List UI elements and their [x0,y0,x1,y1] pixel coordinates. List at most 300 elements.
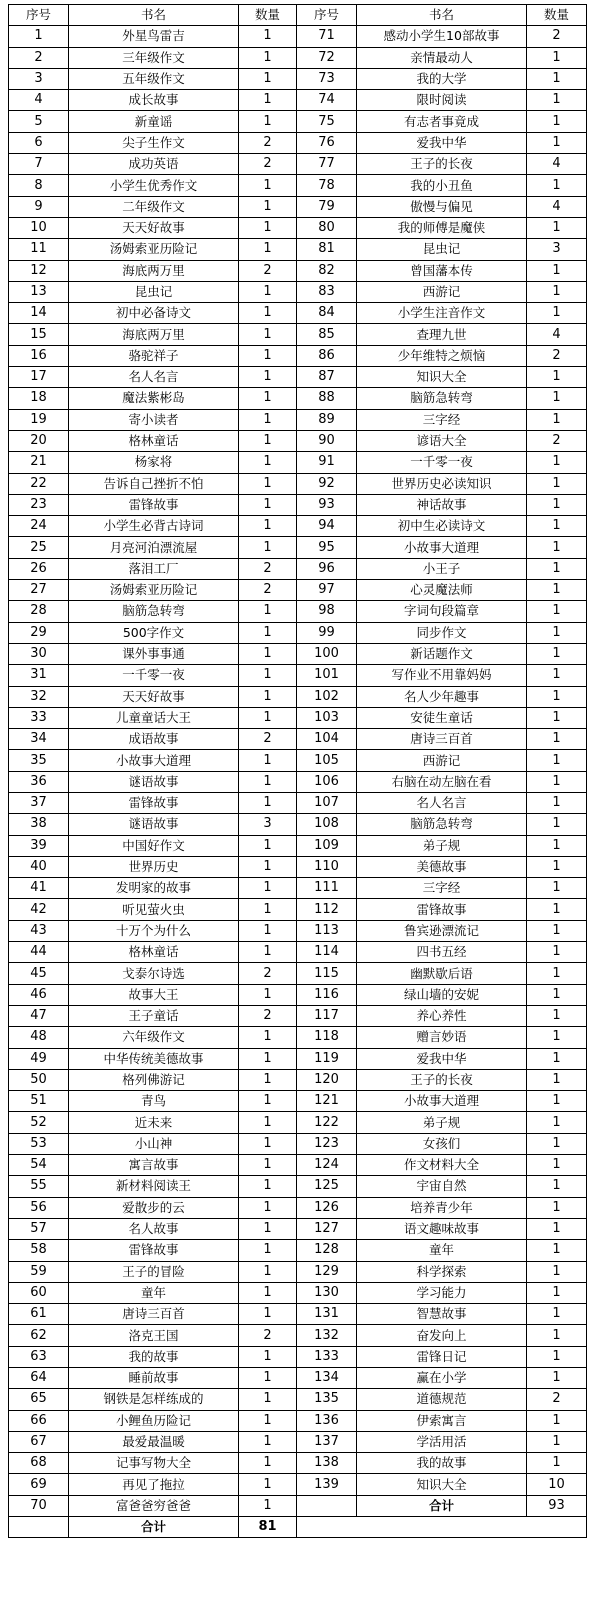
right-index-cell: 84 [297,303,357,324]
left-title-cell: 新童谣 [69,111,239,132]
table-row [9,1453,587,1474]
left-index-cell: 3 [9,68,69,89]
right-title-cell: 宇宙自然 [357,1176,527,1197]
left-count-cell: 1 [239,473,297,494]
right-title-cell: 爱我中华 [357,132,527,153]
right-index-cell: 76 [297,132,357,153]
right-title-cell: 智慧故事 [357,1304,527,1325]
right-count-cell: 2 [527,430,587,451]
right-count-cell: 1 [527,47,587,68]
right-title-cell: 爱我中华 [357,1048,527,1069]
left-title-cell: 名人名言 [69,367,239,388]
table-row [9,239,587,260]
right-count-cell: 1 [527,835,587,856]
left-index-cell: 63 [9,1346,69,1367]
left-count-cell: 1 [239,303,297,324]
right-title-cell: 美德故事 [357,856,527,877]
right-count-cell: 1 [527,984,587,1005]
right-index-cell: 85 [297,324,357,345]
left-count-cell: 1 [239,1346,297,1367]
right-index-cell: 122 [297,1112,357,1133]
left-index-cell: 17 [9,367,69,388]
right-title-cell: 我的师傅是魔侠 [357,217,527,238]
left-count-cell: 1 [239,1027,297,1048]
left-title-cell: 格林童话 [69,942,239,963]
left-count-cell: 1 [239,430,297,451]
table-row [9,47,587,68]
left-title-cell: 成功英语 [69,154,239,175]
left-title-cell: 一千零一夜 [69,665,239,686]
left-count-cell: 1 [239,175,297,196]
left-count-cell: 3 [239,814,297,835]
left-index-cell: 5 [9,111,69,132]
right-index-cell: 139 [297,1474,357,1495]
table-row [9,281,587,302]
table-row [9,175,587,196]
right-count-cell: 1 [527,729,587,750]
right-count-header: 数量 [527,5,587,26]
right-count-cell: 1 [527,473,587,494]
left-title-cell: 小学生必背古诗词 [69,516,239,537]
right-count-cell: 1 [527,792,587,813]
left-count-cell: 1 [239,1368,297,1389]
right-count-cell: 1 [527,1346,587,1367]
left-title-cell: 中华传统美德故事 [69,1048,239,1069]
left-title-cell: 钢铁是怎样练成的 [69,1389,239,1410]
table-row [9,494,587,515]
left-count-cell: 1 [239,878,297,899]
right-title-cell: 四书五经 [357,942,527,963]
right-title-cell: 曾国藩本传 [357,260,527,281]
left-title-cell: 小山神 [69,1133,239,1154]
table-row [9,601,587,622]
table-row [9,26,587,47]
right-index-cell: 102 [297,686,357,707]
left-index-cell: 41 [9,878,69,899]
right-title-cell: 有志者事竟成 [357,111,527,132]
right-title-cell: 弟子规 [357,835,527,856]
right-count-cell: 1 [527,516,587,537]
right-title-cell: 童年 [357,1240,527,1261]
left-count-cell: 1 [239,47,297,68]
right-count-cell: 1 [527,878,587,899]
right-index-cell: 77 [297,154,357,175]
table-row [9,792,587,813]
left-title-cell: 儿童童话大王 [69,707,239,728]
left-title-cell: 雷锋故事 [69,1240,239,1261]
left-index-cell: 45 [9,963,69,984]
right-index-cell: 101 [297,665,357,686]
right-title-cell: 同步作文 [357,622,527,643]
left-title-cell: 骆驼祥子 [69,345,239,366]
right-count-cell: 1 [527,367,587,388]
right-title-cell: 西游记 [357,281,527,302]
right-count-cell: 1 [527,1261,587,1282]
left-title-cell: 魔法紫彬岛 [69,388,239,409]
left-index-cell: 47 [9,1005,69,1026]
table-row [9,111,587,132]
left-count-cell: 1 [239,1218,297,1239]
left-index-cell: 2 [9,47,69,68]
right-index-cell: 114 [297,942,357,963]
left-count-cell: 2 [239,132,297,153]
right-index-cell: 99 [297,622,357,643]
right-count-cell: 1 [527,1410,587,1431]
right-title-cell: 初中生必读诗文 [357,516,527,537]
left-title-cell: 课外事事通 [69,643,239,664]
right-index-cell: 109 [297,835,357,856]
left-title-cell: 汤姆索亚历险记 [69,239,239,260]
table-row [9,1410,587,1431]
table-row [9,196,587,217]
left-count-cell: 1 [239,920,297,941]
left-title-cell: 天天好故事 [69,217,239,238]
left-index-cell: 44 [9,942,69,963]
right-index-cell: 116 [297,984,357,1005]
table-row [9,537,587,558]
right-title-cell: 我的大学 [357,68,527,89]
table-row [9,68,587,89]
table-row [9,1304,587,1325]
right-index-cell: 100 [297,643,357,664]
left-index-cell: 65 [9,1389,69,1410]
left-count-cell: 1 [239,899,297,920]
right-index-cell: 78 [297,175,357,196]
left-title-cell: 小学生优秀作文 [69,175,239,196]
right-title-cell: 名人少年趣事 [357,686,527,707]
left-title-cell: 再见了拖拉 [69,1474,239,1495]
right-title-cell: 神话故事 [357,494,527,515]
left-index-cell: 40 [9,856,69,877]
right-index-cell: 124 [297,1155,357,1176]
right-index-cell: 97 [297,580,357,601]
left-count-cell: 2 [239,154,297,175]
right-count-cell: 10 [527,1474,587,1495]
right-index-cell: 112 [297,899,357,920]
right-index-cell: 135 [297,1389,357,1410]
left-title-cell: 王子童话 [69,1005,239,1026]
left-title-cell: 格列佛游记 [69,1069,239,1090]
right-title-cell: 我的小丑鱼 [357,175,527,196]
right-total-label: 合计 [357,1495,527,1516]
left-count-cell: 1 [239,1389,297,1410]
left-index-cell: 56 [9,1197,69,1218]
right-index-cell: 111 [297,878,357,899]
left-title-cell: 小故事大道理 [69,750,239,771]
left-index-cell: 58 [9,1240,69,1261]
right-index-cell: 73 [297,68,357,89]
left-count-cell: 2 [239,260,297,281]
left-count-cell: 1 [239,686,297,707]
left-index-cell: 68 [9,1453,69,1474]
right-index-cell: 71 [297,26,357,47]
right-index-cell: 92 [297,473,357,494]
left-title-cell: 发明家的故事 [69,878,239,899]
right-count-cell: 1 [527,601,587,622]
right-title-cell: 小王子 [357,558,527,579]
right-index-cell: 96 [297,558,357,579]
total-row [9,1517,587,1538]
table-row [9,132,587,153]
right-title-cell: 王子的长夜 [357,154,527,175]
left-title-cell: 王子的冒险 [69,1261,239,1282]
right-title-cell: 限时阅读 [357,90,527,111]
table-row [9,1218,587,1239]
right-index-cell: 110 [297,856,357,877]
left-index-cell: 62 [9,1325,69,1346]
left-count-cell: 2 [239,963,297,984]
left-title-cell: 寄小读者 [69,409,239,430]
table-row [9,665,587,686]
right-count-cell: 1 [527,580,587,601]
left-count-cell: 1 [239,111,297,132]
table-row [9,345,587,366]
left-title-cell: 新材料阅读王 [69,1176,239,1197]
left-title-cell: 脑筋急转弯 [69,601,239,622]
left-count-cell: 1 [239,68,297,89]
left-index-cell: 60 [9,1282,69,1303]
left-count-cell: 1 [239,281,297,302]
left-title-cell: 五年级作文 [69,68,239,89]
left-title-cell: 听见萤火虫 [69,899,239,920]
left-count-cell: 2 [239,558,297,579]
left-index-cell: 13 [9,281,69,302]
right-index-cell: 115 [297,963,357,984]
left-count-cell: 1 [239,601,297,622]
table-row [9,1368,587,1389]
table-row [9,729,587,750]
right-index-cell: 129 [297,1261,357,1282]
left-count-cell: 1 [239,516,297,537]
left-index-cell: 22 [9,473,69,494]
left-title-cell: 外星鸟雷吉 [69,26,239,47]
left-index-cell: 16 [9,345,69,366]
table-row [9,1091,587,1112]
table-row [9,303,587,324]
left-index-cell: 9 [9,196,69,217]
right-title-cell: 伊索寓言 [357,1410,527,1431]
right-index-cell: 130 [297,1282,357,1303]
left-count-cell: 1 [239,537,297,558]
right-index-cell: 117 [297,1005,357,1026]
right-title-cell: 一千零一夜 [357,452,527,473]
left-index-cell: 27 [9,580,69,601]
left-count-cell: 1 [239,707,297,728]
right-title-cell: 幽默歇后语 [357,963,527,984]
right-title-cell: 学习能力 [357,1282,527,1303]
right-title-cell: 赢在小学 [357,1368,527,1389]
left-total-value: 81 [239,1517,297,1538]
left-count-cell: 1 [239,1048,297,1069]
left-index-cell: 49 [9,1048,69,1069]
left-count-cell: 1 [239,494,297,515]
right-count-cell: 1 [527,771,587,792]
right-count-cell: 1 [527,942,587,963]
left-title-cell: 成语故事 [69,729,239,750]
left-title-cell: 中国好作文 [69,835,239,856]
table-row [9,580,587,601]
left-title-cell: 月亮河泊漂流屋 [69,537,239,558]
table-row [9,856,587,877]
right-title-cell: 弟子规 [357,1112,527,1133]
left-count-cell: 1 [239,1133,297,1154]
left-count-cell: 2 [239,729,297,750]
left-count-cell: 2 [239,1005,297,1026]
right-index-cell: 105 [297,750,357,771]
right-title-cell: 右脑在动左脑在看 [357,771,527,792]
right-count-cell: 1 [527,899,587,920]
right-title-cell: 科学探索 [357,1261,527,1282]
left-index-cell: 69 [9,1474,69,1495]
table-row [9,1346,587,1367]
left-title-cell: 三年级作文 [69,47,239,68]
right-index-cell: 94 [297,516,357,537]
left-count-cell: 1 [239,1282,297,1303]
right-index-cell: 107 [297,792,357,813]
table-row [9,899,587,920]
left-index-cell: 38 [9,814,69,835]
right-count-cell: 1 [527,665,587,686]
left-count-cell: 1 [239,388,297,409]
right-index-cell: 90 [297,430,357,451]
right-index-cell: 121 [297,1091,357,1112]
left-title-cell: 故事大王 [69,984,239,1005]
right-count-cell: 1 [527,1048,587,1069]
right-title-cell: 雷锋故事 [357,899,527,920]
right-count-cell: 1 [527,1325,587,1346]
right-count-cell: 1 [527,1240,587,1261]
right-index-header: 序号 [297,5,357,26]
right-index-cell: 136 [297,1410,357,1431]
table-row [9,558,587,579]
right-count-cell: 1 [527,132,587,153]
book-inventory-table-wrapper [8,4,587,1538]
right-index-cell: 74 [297,90,357,111]
right-count-cell: 1 [527,303,587,324]
right-count-cell: 1 [527,1368,587,1389]
header-row [9,5,587,26]
right-title-cell: 少年维特之烦恼 [357,345,527,366]
left-count-cell: 1 [239,835,297,856]
right-count-cell: 1 [527,494,587,515]
right-index-cell: 120 [297,1069,357,1090]
right-title-cell: 小故事大道理 [357,537,527,558]
right-index-cell: 113 [297,920,357,941]
right-title-cell: 小学生注音作文 [357,303,527,324]
right-title-cell: 西游记 [357,750,527,771]
left-index-cell: 23 [9,494,69,515]
right-index-cell: 103 [297,707,357,728]
left-index-cell: 33 [9,707,69,728]
table-row [9,324,587,345]
left-count-cell: 1 [239,324,297,345]
left-index-cell: 19 [9,409,69,430]
table-row [9,643,587,664]
left-index-cell: 11 [9,239,69,260]
left-total-spacer [9,1517,69,1538]
table-row [9,154,587,175]
left-title-cell: 落泪工厂 [69,558,239,579]
right-index-cell: 72 [297,47,357,68]
left-index-cell: 36 [9,771,69,792]
left-index-cell: 26 [9,558,69,579]
right-title-cell: 雷锋日记 [357,1346,527,1367]
right-index-cell: 125 [297,1176,357,1197]
table-row [9,452,587,473]
table-row [9,1431,587,1452]
left-title-cell: 睡前故事 [69,1368,239,1389]
table-row [9,1474,587,1495]
left-index-cell: 57 [9,1218,69,1239]
right-index-cell: 88 [297,388,357,409]
right-total-spacer [297,1495,357,1516]
left-count-cell: 1 [239,239,297,260]
right-title-cell: 学活用活 [357,1431,527,1452]
left-title-cell: 雷锋故事 [69,494,239,515]
left-count-cell: 1 [239,1176,297,1197]
left-count-cell: 1 [239,217,297,238]
left-index-cell: 10 [9,217,69,238]
table-row [9,1495,587,1516]
table-row [9,1005,587,1026]
right-count-cell: 1 [527,409,587,430]
right-index-cell: 133 [297,1346,357,1367]
left-index-cell: 66 [9,1410,69,1431]
right-count-cell: 1 [527,1155,587,1176]
right-index-cell: 82 [297,260,357,281]
right-title-cell: 鲁宾逊漂流记 [357,920,527,941]
left-title-cell: 杨家将 [69,452,239,473]
left-title-cell: 富爸爸穷爸爸 [69,1495,239,1516]
right-index-cell: 80 [297,217,357,238]
left-count-cell: 1 [239,792,297,813]
right-title-cell: 写作业不用靠妈妈 [357,665,527,686]
right-count-cell: 1 [527,750,587,771]
left-title-cell: 尖子生作文 [69,132,239,153]
right-index-cell: 75 [297,111,357,132]
table-row [9,1325,587,1346]
table-row [9,1155,587,1176]
left-count-header: 数量 [239,5,297,26]
left-count-cell: 1 [239,1240,297,1261]
left-index-cell: 64 [9,1368,69,1389]
left-index-cell: 12 [9,260,69,281]
table-row [9,1048,587,1069]
right-count-cell: 1 [527,1453,587,1474]
left-count-cell: 2 [239,1325,297,1346]
table-row [9,771,587,792]
left-count-cell: 1 [239,452,297,473]
right-count-cell: 1 [527,814,587,835]
left-title-cell: 天天好故事 [69,686,239,707]
left-count-cell: 1 [239,771,297,792]
right-count-cell: 1 [527,68,587,89]
left-count-cell: 1 [239,1495,297,1516]
right-index-cell: 106 [297,771,357,792]
left-title-cell: 唐诗三百首 [69,1304,239,1325]
right-title-cell: 养心养性 [357,1005,527,1026]
table-row [9,217,587,238]
book-inventory-table [8,4,587,1538]
right-title-cell: 心灵魔法师 [357,580,527,601]
table-row [9,1197,587,1218]
table-row [9,942,587,963]
table-row [9,963,587,984]
left-title-cell: 昆虫记 [69,281,239,302]
right-index-cell: 131 [297,1304,357,1325]
table-row [9,1176,587,1197]
right-title-cell: 道德规范 [357,1389,527,1410]
